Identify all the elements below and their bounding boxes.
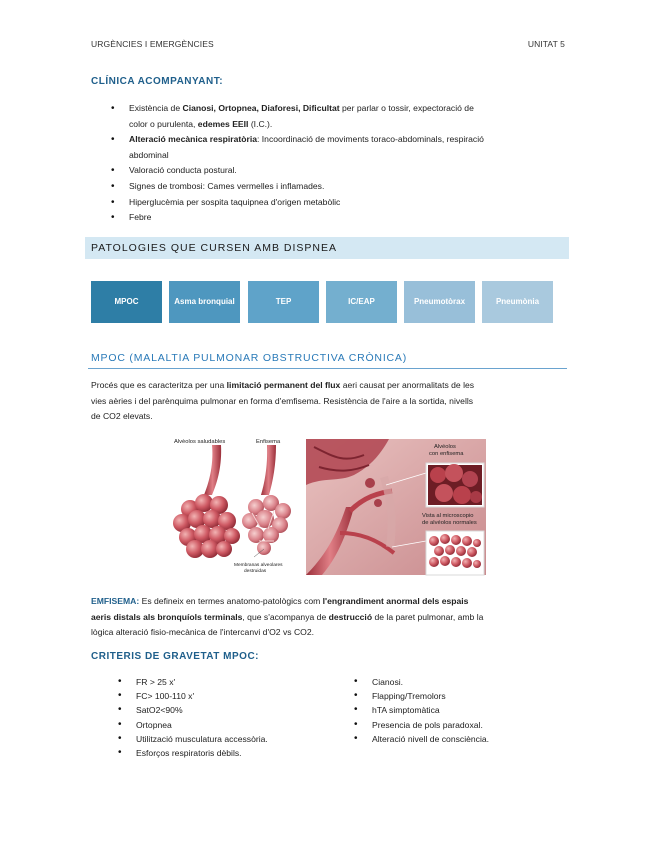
mpoc-description: Procés que es caracteritza per una limitació permanent del flux aeri causat per anormalitats de les vies aèries i del parènquima pulmonar en forma d'emfisema. Resistència de l'aire a la sortida, nivells de CO2 elevats. [91,380,475,422]
list-item: • Cianosi. [354,675,569,689]
label-membranes: Membranas alveolares [234,563,283,568]
list-item: • SatO2<90% [118,703,338,717]
list-item: • Alteració nivell de consciència. [354,732,569,746]
pathology-box-pneumotorax: Pneumotòrax [404,281,475,323]
list-item: • FR > 25 x' [118,675,338,689]
emfisema-definition: EMFISEMA: Es defineix en termes anatomo-patològics com l'engrandiment anormal dels espais aeris distals als bronquíols terminals, que s'acompanya de destrucció de la paret pulmonar, amb la lògica alteració fisio-mecànica de l'intercanvi d'O2 vs CO2. [91,596,484,638]
clinica-title: CLÍNICA ACOMPANYANT: [91,76,224,87]
list-item: • Flapping/Tremolors [354,689,569,703]
list-item: • Signes de trombosi: Cames vermelles i inflamades. [111,179,571,195]
list-item: • FC> 100-110 x' [118,689,338,703]
patologies-heading: PATOLOGIES QUE CURSEN AMB DISPNEA [85,237,569,259]
pathology-box-mpoc: MPOC [91,281,162,323]
label-emphysema: Enfisema [256,439,281,445]
clinica-list [111,101,571,226]
list-item: • Febre [111,210,571,226]
document-header-title: URGÈNCIES I EMERGÈNCIES [91,39,214,49]
mpoc-title: MPOC (MALALTIA PULMONAR OBSTRUCTIVA CRÒNICA) [91,352,408,364]
criteris-list-left [118,675,338,760]
criteris-list-right [354,675,569,746]
document-header-unit: UNITAT 5 [527,39,565,49]
list-item: • Ortopnea [118,718,338,732]
list-item: • hTA simptomàtica [354,703,569,717]
list-item: • Hiperglucèmia per sospita taquipnea d'origen metabòlic [111,195,571,211]
pathology-box-pneumonia: Pneumònia [482,281,553,323]
label-healthy-alveoli: Alvèolos saludables [174,439,226,445]
mpoc-underline [88,368,567,369]
label-alveoli-emphysema-1: Alvéolos [434,444,456,450]
label-microscope-1: Vista al microscopio [422,513,474,519]
label-microscope-2: de alvéolos normales [422,520,477,526]
pathology-box-tep: TEP [248,281,319,323]
healthy-alveoli-drawing [173,445,240,558]
list-item: • Esforços respiratoris dèbils. [118,746,338,760]
alveoli-emphysema-illustration [164,437,490,577]
emphysema-alveoli-drawing [242,445,291,555]
pathology-box-ic-eap: IC/EAP [326,281,397,323]
label-alveoli-emphysema-2: con enfisema [429,451,464,457]
list-item: • Valoració conducta postural. [111,163,571,179]
pathology-box-asma: Asma bronquial [169,281,240,323]
label-destroyed: destruidas [244,569,267,574]
list-item: • Utilització musculatura accessòria. [118,732,338,746]
list-item: • Alteració mecànica respiratòria: Incoordinació de moviments toraco-abdominals, respiració abdominal [111,132,571,163]
criteris-title: CRITERIS DE GRAVETAT MPOC: [91,651,259,662]
list-item: • Presencia de pols paradoxal. [354,718,569,732]
list-item: • Existència de Cianosi, Ortopnea, Diaforesi, Dificultat per parlar o tossir, expectoració de color o purulenta, edemes EEII (I.C.). [111,101,571,132]
